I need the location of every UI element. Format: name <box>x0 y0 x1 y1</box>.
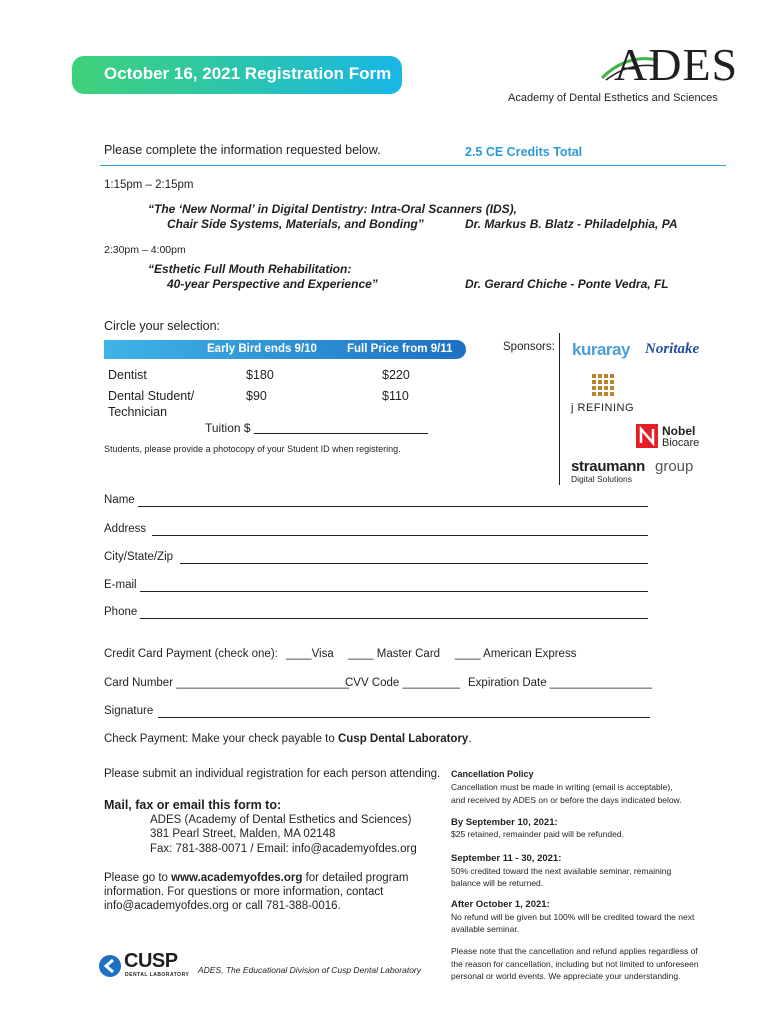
individual-note: Please submit an individual registration for each person attending. <box>104 768 441 780</box>
mail-address-line2: 381 Pearl Street, Malden, MA 02148 <box>150 828 336 840</box>
logo-wordmark: ADES <box>614 39 739 90</box>
cusp-logo: CUSP <box>124 950 178 972</box>
ades-logo <box>600 38 739 90</box>
visa-option[interactable]: ____Visa <box>286 648 334 660</box>
mail-address-line3: Fax: 781-388-0071 / Email: info@academyofdes.org <box>150 843 417 855</box>
full-price-header: Full Price from 9/11 <box>347 343 453 355</box>
website-prefix: Please go to <box>104 872 168 884</box>
website-line <box>104 872 409 884</box>
tier3-line1: No refund will be given but 100% will be credited toward the next <box>451 912 695 922</box>
session-1-title-line1: “The ‘New Normal’ in Digital Dentistry: Intra-Oral Scanners (IDS), <box>148 202 517 216</box>
tier3-line2: available seminar. <box>451 924 520 934</box>
sponsors-divider <box>559 333 560 485</box>
session-1-title-line2: Chair Side Systems, Materials, and Bonding” <box>167 217 424 231</box>
mail-heading: Mail, fax or email this form to: <box>104 798 282 812</box>
circle-selection-label: Circle your selection: <box>104 319 221 333</box>
address-field[interactable] <box>152 535 648 536</box>
website-suffix: for detailed program <box>305 872 409 884</box>
session-2-title-line2: 40-year Perspective and Experience” <box>167 277 378 291</box>
early-bird-header: Early Bird ends 9/10 <box>207 343 317 355</box>
cancellation-heading: Cancellation Policy <box>451 769 534 779</box>
amex-option[interactable]: ____ American Express <box>455 648 577 660</box>
jrefining-grid-icon <box>592 374 616 398</box>
email-label: E-mail <box>104 579 137 591</box>
tuition-label: Tuition $ <box>205 421 251 435</box>
session-2-speaker: Dr. Gerard Chiche - Ponte Vedra, FL <box>465 277 669 291</box>
note-line2: the reason for cancellation, including but not limited to unforeseen <box>451 959 699 969</box>
mail-address-line1: ADES (Academy of Dental Esthetics and Sciences) <box>150 814 412 826</box>
nobel-logo-line1: Nobel <box>662 424 696 438</box>
check-payment-prefix: Check Payment: Make your check payable to <box>104 733 335 745</box>
straumann-subtitle: Digital Solutions <box>571 474 632 484</box>
name-field[interactable] <box>138 506 648 507</box>
check-payment <box>104 733 472 745</box>
info-line3: info@academyofdes.org or call 781-388-0016. <box>104 900 341 912</box>
banner-title: October 16, 2021 Registration Form <box>104 64 392 83</box>
sponsors-label: Sponsors: <box>503 341 555 353</box>
website-link[interactable]: www.academyofdes.org <box>171 872 303 884</box>
straumann-logo: straumann <box>571 458 645 475</box>
divider <box>100 165 726 166</box>
dentist-early-price[interactable]: $180 <box>246 368 274 382</box>
student-full-price[interactable]: $110 <box>382 389 409 403</box>
card-number-field[interactable]: Card Number ___________________________ <box>104 677 349 689</box>
student-id-note: Students, please provide a photocopy of your Student ID when registering. <box>104 444 401 454</box>
mastercard-option[interactable]: ____ Master Card <box>348 648 441 660</box>
city-label: City/State/Zip <box>104 551 174 563</box>
city-field[interactable] <box>180 563 648 564</box>
session-2-title-line1: “Esthetic Full Mouth Rehabilitation: <box>148 262 352 276</box>
expiration-field[interactable]: Expiration Date ________________ <box>468 677 653 689</box>
cancellation-intro-line2: and received by ADES on or before the days indicated below. <box>451 795 682 805</box>
tier2-line2: balance will be returned. <box>451 878 544 888</box>
cusp-subtitle: DENTAL LABORATORY <box>125 972 190 978</box>
student-label-line1: Dental Student/ <box>108 389 195 403</box>
dentist-label: Dentist <box>108 368 147 382</box>
credit-card-label: Credit Card Payment (check one): <box>104 648 278 660</box>
student-label-line2: Technician <box>108 405 168 419</box>
division-text: ADES, The Educational Division of Cusp Dental Laboratory <box>198 965 422 975</box>
address-label: Address <box>104 523 147 535</box>
straumann-group: group <box>655 458 694 475</box>
org-name: Academy of Dental Esthetics and Sciences <box>508 92 718 104</box>
tuition-field[interactable] <box>254 433 428 434</box>
ce-credits: 2.5 CE Credits Total <box>465 145 583 159</box>
note-line1: Please note that the cancellation and refund applies regardless of <box>451 946 698 956</box>
noritake-logo: Noritake <box>645 341 700 357</box>
email-field[interactable] <box>140 591 648 592</box>
check-payee: Cusp Dental Laboratory <box>337 733 469 745</box>
phone-label: Phone <box>104 606 138 618</box>
intro-text: Please complete the information requested below. <box>104 143 381 157</box>
tier1-heading: By September 10, 2021: <box>451 817 558 828</box>
note-line3: personal or world events. We appreciate your understanding. <box>451 971 681 981</box>
tier1-text: $25 retained, remainder paid will be refunded. <box>451 829 624 839</box>
student-early-price[interactable]: $90 <box>246 389 267 403</box>
info-line2: information. For questions or more information, contact <box>104 886 384 898</box>
session-2-time: 2:30pm – 4:00pm <box>104 244 186 256</box>
nobel-biocare-icon <box>636 424 658 448</box>
session-1-time: 1:15pm – 2:15pm <box>104 179 194 191</box>
tier3-heading: After October 1, 2021: <box>451 899 550 910</box>
signature-label: Signature <box>104 705 154 717</box>
kuraray-logo: kuraray <box>572 340 630 359</box>
dentist-full-price[interactable]: $220 <box>382 368 410 382</box>
tier2-heading: September 11 - 30, 2021: <box>451 853 562 864</box>
tier2-line1: 50% credited toward the next available seminar, remaining <box>451 866 672 876</box>
nobel-logo-line2: Biocare <box>662 437 700 449</box>
check-payment-suffix: . <box>468 733 472 745</box>
jrefining-logo: j REFINING <box>571 402 635 414</box>
name-label: Name <box>104 494 135 506</box>
signature-field[interactable] <box>158 717 650 718</box>
cancellation-intro-line1: Cancellation must be made in writing (email is acceptable), <box>451 782 673 792</box>
session-1-speaker: Dr. Markus B. Blatz - Philadelphia, PA <box>465 217 678 231</box>
phone-field[interactable] <box>140 618 648 619</box>
cusp-icon <box>98 954 122 978</box>
cvv-field[interactable]: CVV Code _________ <box>345 677 461 689</box>
